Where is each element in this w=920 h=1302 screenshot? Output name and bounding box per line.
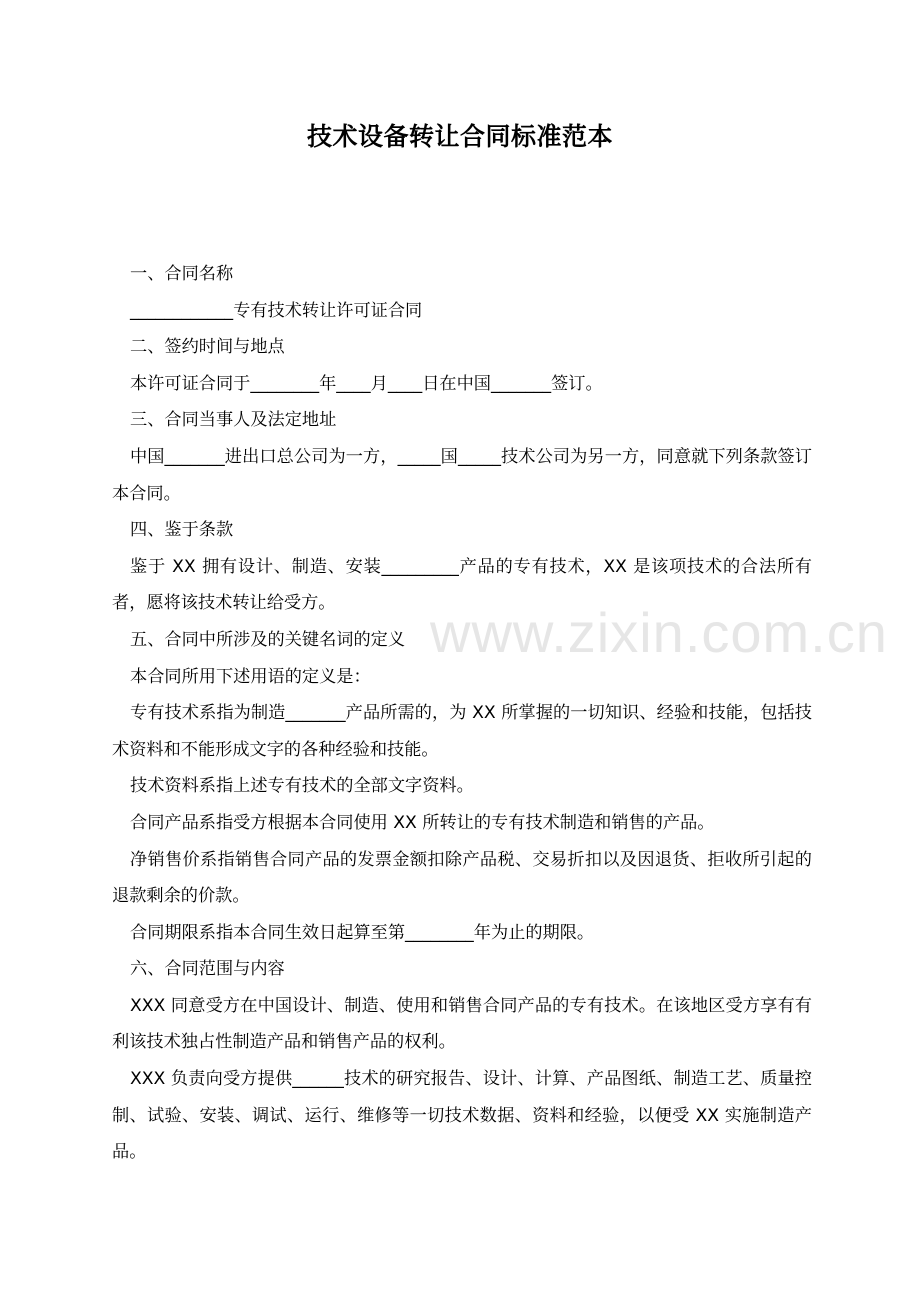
section-heading-contract-name: 一、合同名称 xyxy=(130,264,234,284)
section-heading-signing: 二、签约时间与地点 xyxy=(130,337,285,358)
paragraph: XXX 同意受方在中国设计、制造、使用和销售合同产品的专有技术。在该地区受方享有有利该技术独占性制造产品和销售产品的权利。 xyxy=(112,995,812,1053)
document-title: 技术设备转让合同标准范本 xyxy=(306,122,613,151)
paragraph: 本许可证合同于________年____月____日在中国_______签订。 xyxy=(130,373,603,394)
section-heading-definitions: 五、合同中所涉及的关键名词的定义 xyxy=(130,629,406,650)
paragraph: ____________专有技术转让许可证合同 xyxy=(130,300,423,321)
paragraph: 专有技术系指为制造_______产品所需的，为 XX 所掌握的一切知识、经验和技能，包括技术资料和不能形成文字的各种经验和技能。 xyxy=(112,703,812,760)
paragraph: 技术资料系指上述专有技术的全部文字资料。 xyxy=(130,776,474,797)
paragraph: 本合同所用下述用语的定义是： xyxy=(130,666,371,687)
paragraph: 鉴于 XX 拥有设计、制造、安装_________产品的专有技术，XX 是该项技术的合法所有者，愿将该技术转让给受方。 xyxy=(112,556,812,614)
paragraph: XXX 负责向受方提供______技术的研究报告、设计、计算、产品图纸、制造工艺、质量控制、试验、安装、调试、运行、维修等一切技术数据、资料和经验，以便受 XX 实施制造产品。 xyxy=(112,1069,812,1163)
section-heading-scope: 六、合同范围与内容 xyxy=(130,959,285,980)
paragraph: 中国_______进出口总公司为一方，_____国_____技术公司为另一方，同意就下列条款签订本合同。 xyxy=(112,446,812,504)
section-heading-parties: 三、合同当事人及法定地址 xyxy=(130,410,337,431)
watermark: www.zixin.com.cn xyxy=(430,601,888,664)
section-heading-whereas: 四、鉴于条款 xyxy=(130,520,234,541)
paragraph: 合同期限系指本合同生效日起算至第________年为止的期限。 xyxy=(130,922,595,943)
paragraph: 净销售价系指销售合同产品的发票金额扣除产品税、交易折扣以及因退货、拒收所引起的退款剩余的价款。 xyxy=(112,849,812,907)
paragraph: 合同产品系指受方根据本合同使用 XX 所转让的专有技术制造和销售的产品。 xyxy=(130,812,715,833)
document-body xyxy=(112,256,812,1171)
